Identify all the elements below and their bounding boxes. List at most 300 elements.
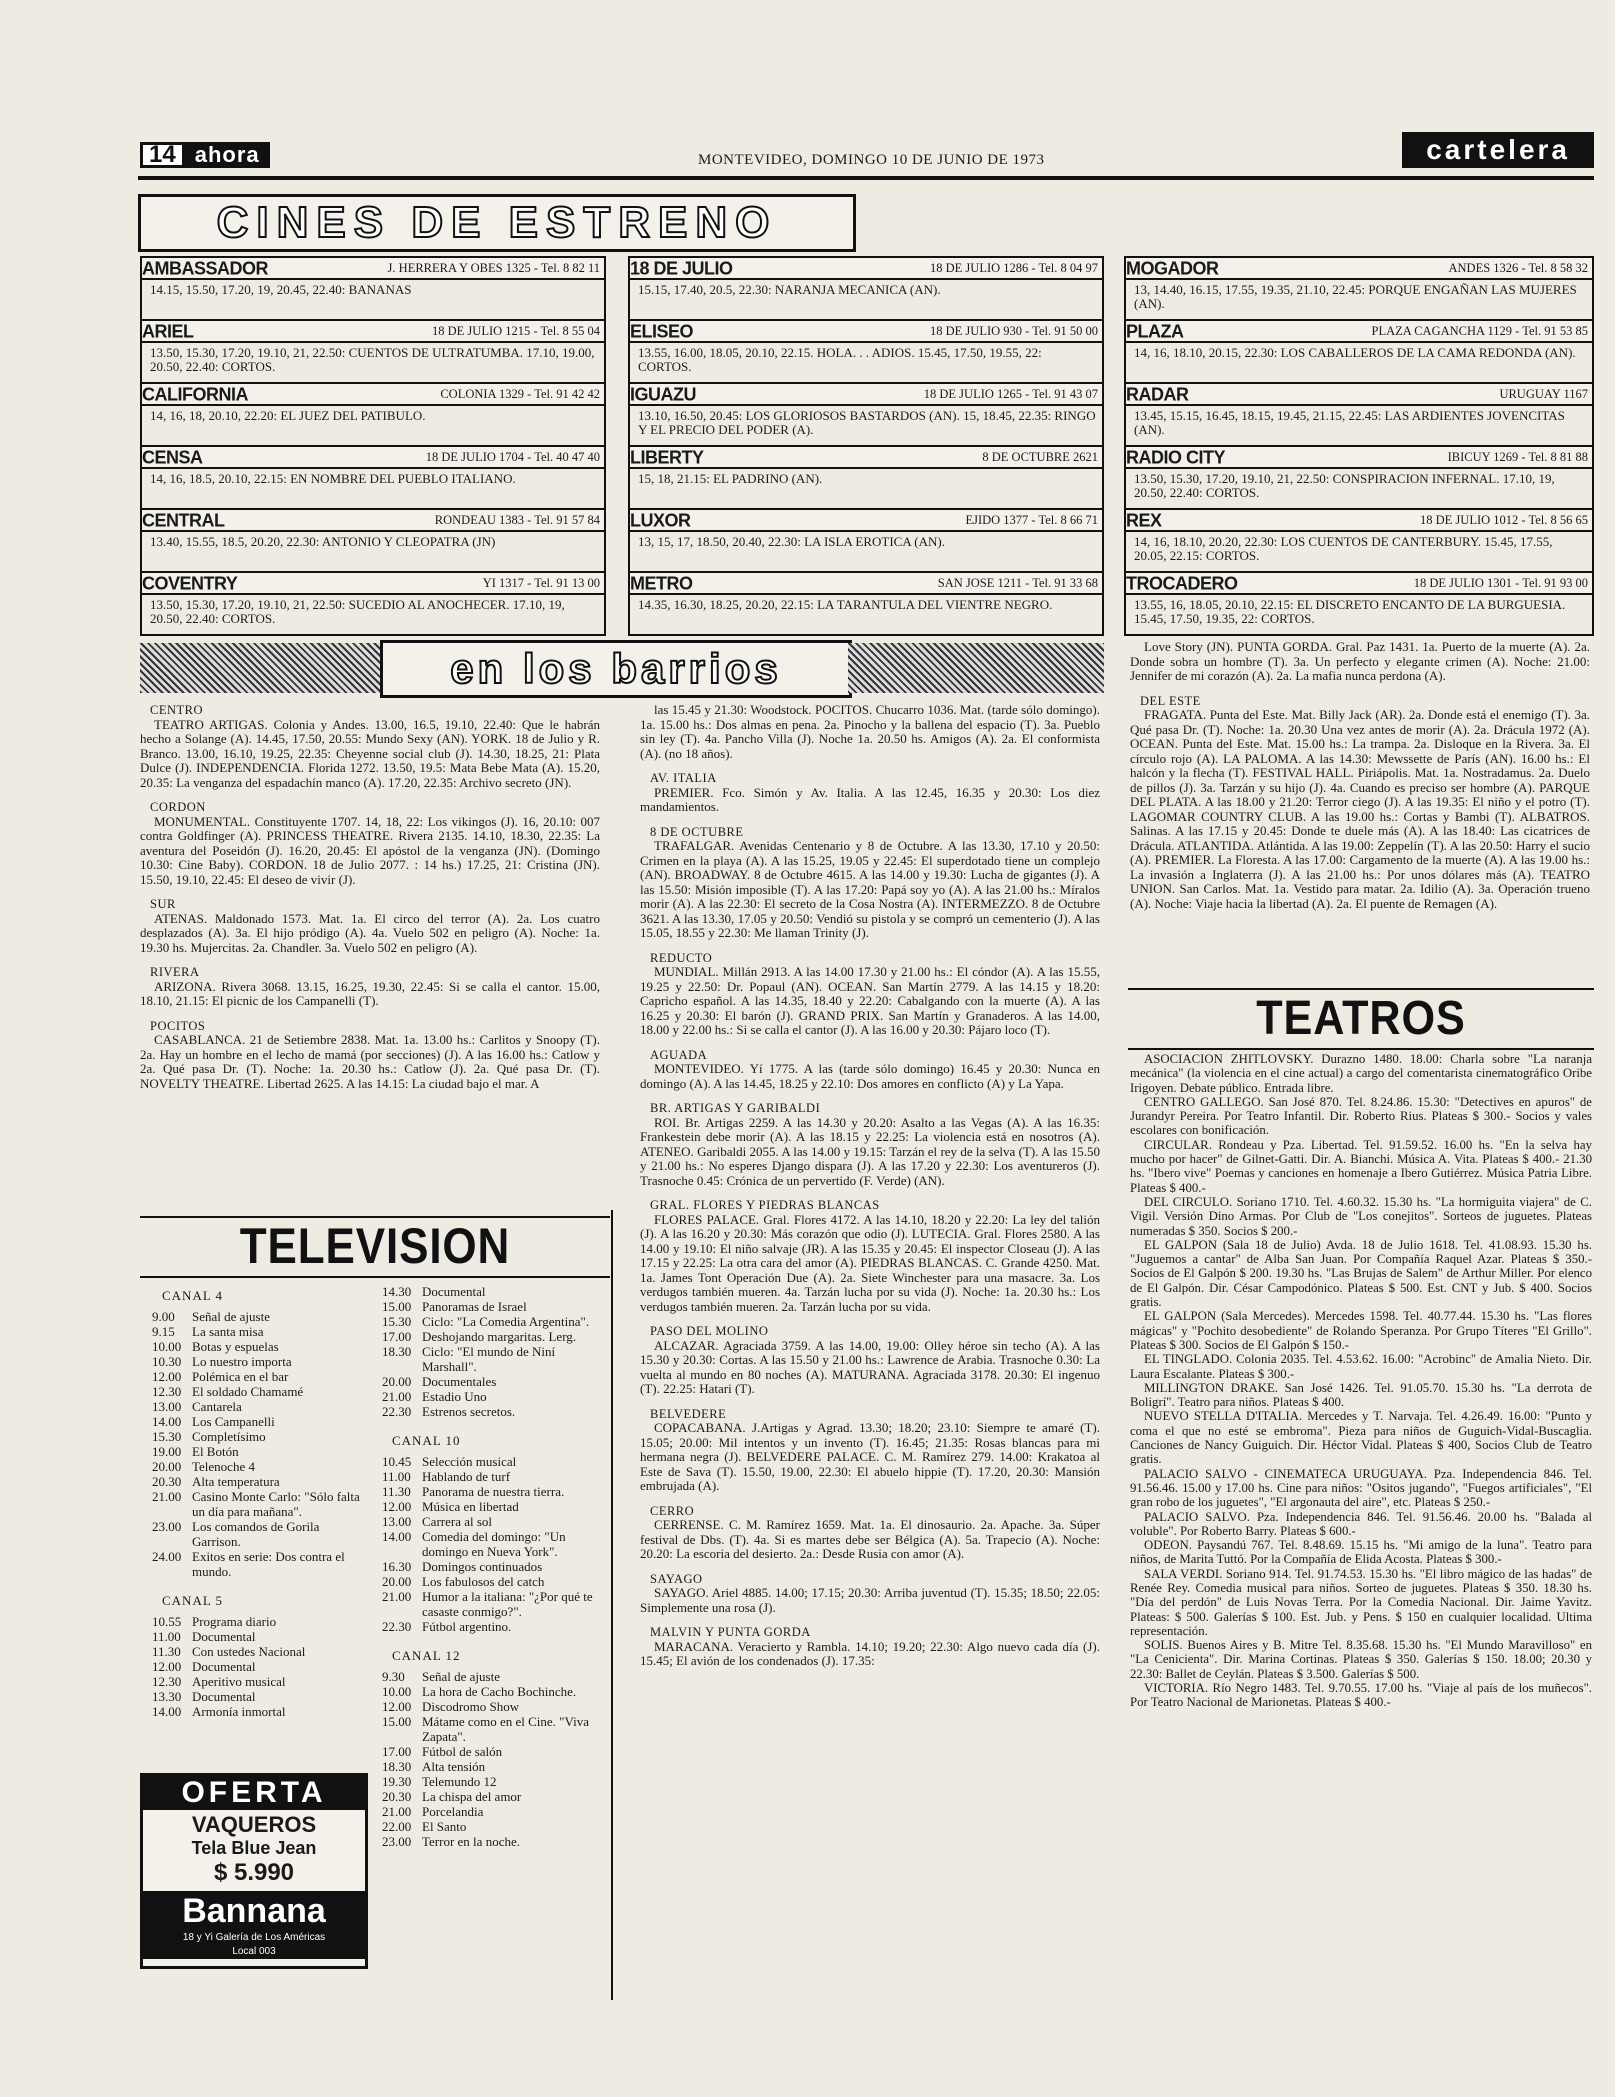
cinema-name: 18 DE JULIO (630, 256, 733, 278)
barrio-listing: SAYAGO. Ariel 4885. 14.00; 17.15; 20.30: Arriba juventud (T). 15.35; 18.50; 22.05: Simplemente una rosa (J). (640, 1585, 1100, 1615)
tv-program: Selección musical (422, 1454, 517, 1469)
cinema-address: URUGUAY 1167 (1499, 386, 1588, 401)
cinema-name: CALIFORNIA (142, 382, 248, 404)
teatro-listing: SOLIS. Buenos Aires y B. Mitre Tel. 8.35.68. 15.30 hs. "El Mundo Maravilloso" en "La Cenicienta". Dir. Marina Cortinas. Plateas $ 350. Galerías $ 150. 18.00; 20.30 y 22.30: Ballet de Ceylán. Plateas $ 3.500. Galerías $ 500. (1130, 1638, 1592, 1681)
tv-program: Casino Monte Carlo: "Sólo falta un día para mañana". (192, 1489, 360, 1519)
cinema-address: 18 DE JULIO 1012 - Tel. 8 56 65 (1420, 512, 1588, 527)
teatro-listing: VICTORIA. Río Negro 1483. Tel. 9.70.55. 17.00 hs. "Viaje al país de los muñecos". Por Teatro Nacional de Marionetas. Plateas $ 400.- (1130, 1681, 1592, 1710)
tv-time: 14.00 (152, 1704, 182, 1719)
teatro-listing: SALA VERDI. Soriano 914. Tel. 91.74.53. 15.30 hs. "El libro mágico de las hadas" de Renée Rey. Comedia musical para niños. Sorteo de juguetes. Plateas $ 350. 18.30 hs. "Día del perdón" de Luis Novas Terra. Por la Comedia Nacional. Dir. Jaime Yavitz. Plateas: $ 500. Galerías $ 100. Est. Jub. y Pens. $ 150 en cualquier localidad. Ultima representación. (1130, 1566, 1592, 1638)
barrio-heading: PASO DEL MOLINO (650, 1324, 769, 1338)
tv-time: 14.00 (382, 1529, 412, 1544)
barrio-listing: ARIZONA. Rivera 3068. 13.15, 16.25, 19.30, 22.45: Si se calla el cantor. 15.00, 18.10, 21.15: El picnic de los Campanelli (T). (140, 978, 600, 1008)
tv-schedule-row (152, 1399, 364, 1414)
tv-time: 9.15 (152, 1324, 175, 1339)
tv-time: 21.00 (382, 1589, 412, 1604)
tv-time: 14.30 (382, 1284, 412, 1299)
tv-time: 18.30 (382, 1759, 412, 1774)
tv-program: Señal de ajuste (422, 1669, 500, 1684)
cinema-address: COLONIA 1329 - Tel. 91 42 42 (440, 386, 600, 401)
tv-time: 12.00 (382, 1499, 412, 1514)
tv-time: 22.30 (382, 1619, 412, 1634)
page-header (138, 134, 1594, 174)
tv-time: 23.00 (382, 1834, 412, 1849)
tv-program: Estrenos secretos. (422, 1404, 516, 1419)
cinema-program: 14.15, 15.50, 17.20, 19, 20.45, 22.40: BANANAS (150, 282, 412, 297)
barrio-heading: CENTRO (150, 703, 203, 717)
tv-schedule-row (382, 1329, 604, 1344)
cinema-program: 14.35, 16.30, 18.25, 20.20, 22.15: LA TARANTULA DEL VIENTRE NEGRO. (638, 597, 1053, 612)
tv-schedule-row (382, 1774, 604, 1789)
tv-title: TELEVISION (239, 1218, 511, 1274)
tv-time: 14.00 (152, 1414, 182, 1429)
tv-schedule-row (382, 1759, 604, 1774)
tv-time: 10.30 (152, 1354, 182, 1369)
tv-schedule-row (382, 1389, 604, 1404)
tv-time: 13.00 (382, 1514, 412, 1529)
tv-schedule-row (382, 1684, 604, 1699)
barrio-listing: Love Story (JN). PUNTA GORDA. Gral. Paz 1431. 1a. Puerto de la muerte (A). 2a. Donde sobra un hombre (T). 3a. Un perfecto y elegante crimen (A). Noche: 21.00: Jennifer de mi corazón (A). 2a. La mafia nunca perdona (A). (1130, 639, 1590, 683)
tv-schedule-row (152, 1459, 364, 1474)
tv-time: 13.30 (152, 1689, 182, 1704)
tv-program: Cantarela (192, 1399, 242, 1414)
tv-time: 20.30 (382, 1789, 412, 1804)
cinema-address: 18 DE JULIO 930 - Tel. 91 50 00 (930, 323, 1098, 338)
tv-time: 9.30 (382, 1669, 405, 1684)
tv-schedule-row (152, 1549, 364, 1579)
cinema-program: 13.50, 15.30, 17.20, 19.10, 21, 22.50: CUENTOS DE ULTRATUMBA. 17.10, 19.00, 20.50, 22.40: CORTOS. (150, 345, 595, 374)
tv-time: 22.30 (382, 1404, 412, 1419)
teatro-listing: EL TINGLADO. Colonia 2035. Tel. 4.53.62. 16.00: "Acrobinc" de Amalia Nieto. Dir. Laura Escalante. Plateas $ 300.- (1130, 1352, 1592, 1381)
cinema-program: 13.10, 16.50, 20.45: LOS GLORIOSOS BASTARDOS (AN). 15, 18.45, 22.35: RINGO Y EL PRECIO DEL PODER (A). (638, 408, 1096, 437)
barrio-listing: COPACABANA. J.Artigas y Agrad. 13.30; 18.20; 23.10: Siempre te amaré (T). 15.05; 20.00: Mil intentos y un invento (T). 16.45; 21.35: Rosas blancas para mi hermana negra (J). BELVEDERE PALACE. C. M. Ramírez 279. 14.00: Krakatoa al Este de Sava (T). 15.50, 19.00, 22.30: El abuelo hippie (T). 17.20, 20.30: Mansión embrujada (A). (640, 1420, 1100, 1493)
tv-schedule-row (382, 1804, 604, 1819)
ad-brand-logo: Bannana (143, 1891, 365, 1931)
teatros-rule-bottom (1128, 1048, 1594, 1050)
cinema-program: 13.40, 15.55, 18.5, 20.20, 22.30: ANTONIO Y CLEOPATRA (JN) (150, 534, 496, 549)
tv-time: 13.00 (152, 1399, 182, 1414)
tv-program: Música en libertad (422, 1499, 519, 1514)
tv-time: 10.45 (382, 1454, 412, 1469)
barrio-heading: GRAL. FLORES Y PIEDRAS BLANCAS (650, 1198, 880, 1212)
cinema-program: 13.45, 15.15, 16.45, 18.15, 19.45, 21.15, 22.45: LAS ARDIENTES JOVENCITAS (AN). (1134, 408, 1565, 437)
tv-program: Humor a la italiana: "¿Por qué te casaste conmigo?". (422, 1589, 593, 1619)
tv-time: 21.00 (382, 1804, 412, 1819)
tv-time: 15.30 (382, 1314, 412, 1329)
tv-time: 11.30 (382, 1484, 411, 1499)
tv-schedule-row (382, 1714, 604, 1744)
section-title: cartelera (1402, 132, 1594, 168)
tv-program: Los Campanelli (192, 1414, 275, 1429)
barrio-listing: TRAFALGAR. Avenidas Centenario y 8 de Octubre. A las 13.30, 17.10 y 20.50: Crimen en la playa (A). A las 15.25, 19.05 y 22.45: El superdotado tiene un complejo (AN). BROADWAY. 8 de Octubre 4615. A las 14.00 y 19.30: Lucha de gigantes (J). A las 15.50: Misión imposible (T). A las 17.20: Papá soy yo (A). A las 21.00 hs.: Míralos morir (A). A las 22.30: El secreto de la Cosa Nostra (A). INTERMEZZO. 8 de Octubre 3621. A las 13.30, 17.05 y 20.50: Vendió su pistola y se compró un cementerio (J). A las 15.05, 18.55 y 22.30: Me llaman Trinity (J). (640, 838, 1100, 940)
cinema-program: 15.15, 17.40, 20.5, 22.30: NARANJA MECANICA (AN). (638, 282, 941, 297)
tv-program: Deshojando margaritas. Lerg. (422, 1329, 577, 1344)
barrio-heading: RIVERA (150, 965, 200, 979)
tv-program: Hablando de turf (422, 1469, 511, 1484)
tv-schedule-row (382, 1284, 604, 1299)
cinema-address: J. HERRERA Y OBES 1325 - Tel. 8 82 11 (387, 260, 600, 275)
tv-schedule-row (152, 1384, 364, 1399)
tv-channel-heading: CANAL 5 (162, 1593, 224, 1608)
tv-time: 20.00 (382, 1374, 412, 1389)
tv-schedule-row (152, 1519, 364, 1549)
tv-schedule-row (152, 1429, 364, 1444)
tv-time: 24.00 (152, 1549, 182, 1564)
cinema-listing (628, 319, 1104, 382)
page-number-block (140, 142, 270, 168)
barrio-heading: AV. ITALIA (650, 771, 717, 785)
cinema-listing (140, 382, 606, 445)
tv-program: Completísimo (192, 1429, 266, 1444)
barrio-heading: CORDON (150, 800, 206, 814)
cinema-program: 14, 16, 18.10, 20.20, 22.30: LOS CUENTOS DE CANTERBURY. 15.45, 17.55, 20.05, 22.15: CORTOS. (1134, 534, 1553, 563)
tv-time: 20.30 (152, 1474, 182, 1489)
tv-program: La santa misa (192, 1324, 264, 1339)
tv-schedule-row (382, 1619, 604, 1634)
barrio-listing: ROI. Br. Artigas 2259. A las 14.30 y 20.20: Asalto a las Vegas (A). A las 16.35: Frankestein debe morir (A). A las 18.15 y 22.25: La violencia está en nosotros (A). ATENEO. Garibaldi 2055. A las 14.00 y 19.15: Tarzán el rey de la selva (T). A las 15.50 y 21.00 hs.: No esperes Django dispara (J). A las 17.20 y 22.30: Los aventureros (J). Trasnoche 0.45: Crónica de un pervertido (F. Verde) (AN). (640, 1114, 1100, 1188)
tv-schedule-row (382, 1499, 604, 1514)
tv-program: Polémica en el bar (192, 1369, 289, 1384)
hatch-right (848, 643, 1104, 693)
teatro-listing: CENTRO GALLEGO. San José 870. Tel. 8.24.86. 15.30: "Detectives en apuros" de Jurandyr Pereira. Por Teatro Infantil. Dir. Roberto Rius. Plateas $ 300.- Socios y vales escolares con bonificación. (1130, 1094, 1592, 1138)
tv-schedule-row (152, 1644, 364, 1659)
tv-rule-bottom (140, 1276, 610, 1278)
tv-schedule-row (382, 1374, 604, 1389)
barrio-listing: MUNDIAL. Millán 2913. A las 14.00 17.30 y 21.00 hs.: El cóndor (A). A las 15.55, 19.25 y 22.50: Dr. Popaul (AN). OCEAN. San Martín 2779. A las 14.15 y 18.20: Capricho español. A las 14.35, 18.40 y 22.20: Cabalgando con la muerte (A). A las 16.25 y 20.30: El barón (J). GRAND PRIX. San Martín y Granaderos. A las 14.00, 18.00 y 22.00 hs.: Si se calla el cantor (J). A las 16.00 y 20.30: Pájaro loco (T). (640, 964, 1100, 1037)
tv-time: 21.00 (152, 1489, 182, 1504)
tv-program: Con ustedes Nacional (192, 1644, 306, 1659)
cinema-address: RONDEAU 1383 - Tel. 91 57 84 (434, 512, 600, 527)
cinema-address: 18 DE JULIO 1704 - Tel. 40 47 40 (425, 449, 600, 464)
tv-program: Aperitivo musical (192, 1674, 286, 1689)
page-number: 14 (140, 142, 185, 168)
cinema-program: 15, 18, 21.15: EL PADRINO (AN). (638, 471, 823, 486)
tv-program: El Botón (192, 1444, 239, 1459)
tv-time: 17.00 (382, 1744, 412, 1759)
tv-time: 17.00 (382, 1329, 412, 1344)
cinema-name: METRO (630, 571, 693, 593)
ad-local: Local 003 (143, 1945, 365, 1959)
barrio-listing: MONTEVIDEO. Yí 1775. A las (tarde sólo domingo) 16.45 y 20.30: Nunca en domingo (A). A las 14.45, 18.25 y 22.10: Dos amores en conflicto (A) y La Yapa. (640, 1061, 1100, 1091)
tv-program: Discodromo Show (422, 1699, 520, 1714)
tv-schedule-row (152, 1354, 364, 1369)
cinema-listing (140, 571, 606, 636)
tv-schedule-row (382, 1789, 604, 1804)
tv-schedule-row (152, 1324, 364, 1339)
cinema-address: IBICUY 1269 - Tel. 8 81 88 (1447, 449, 1588, 464)
tv-program: Programa diario (192, 1614, 277, 1629)
tv-time: 20.00 (382, 1574, 412, 1589)
cinema-address: ANDES 1326 - Tel. 8 58 32 (1448, 260, 1588, 275)
cines-column-2 (628, 256, 1104, 636)
tv-schedule-row (382, 1559, 604, 1574)
tv-schedule-row (152, 1339, 364, 1354)
tv-time: 12.00 (382, 1699, 412, 1714)
teatro-listing: MILLINGTON DRAKE. San José 1426. Tel. 91.05.70. 15.30 hs. "La derrota de Boligrí". Teatro para niños. Plateas $ 400. (1130, 1380, 1592, 1410)
tv-program: Mátame como en el Cine. "Viva Zapata". (422, 1714, 589, 1744)
tv-schedule-row (382, 1469, 604, 1484)
tv-time: 15.30 (152, 1429, 182, 1444)
tv-schedule-row (152, 1629, 364, 1644)
tv-program: Ciclo: "El mundo de Niní Marshall". (422, 1344, 556, 1374)
cinema-listing (1124, 319, 1594, 382)
cinema-listing (628, 508, 1104, 571)
cinema-address: 18 DE JULIO 1215 - Tel. 8 55 04 (432, 323, 600, 338)
tv-time: 10.00 (152, 1339, 182, 1354)
cinema-program: 13.50, 15.30, 17.20, 19.10, 21, 22.50: SUCEDIO AL ANOCHECER. 17.10, 19, 20.50, 22.40: CORTOS. (150, 597, 565, 626)
cinema-listing (628, 571, 1104, 636)
tv-channel-heading: CANAL 4 (162, 1288, 224, 1303)
tv-time: 10.00 (382, 1684, 412, 1699)
barrio-listing: MARACANA. Veracierto y Rambla. 14.10; 19.20; 22.30: Algo nuevo cada día (J). 15.45; El avión de los condenados (J). 17.35: (640, 1638, 1100, 1668)
tv-schedule-row (382, 1344, 604, 1374)
teatros-title: TEATROS (1256, 991, 1466, 1045)
cinema-program: 14, 16, 18.10, 20.15, 22.30: LOS CABALLEROS DE LA CAMA REDONDA (AN). (1134, 345, 1576, 360)
tv-channel-heading: CANAL 12 (392, 1648, 461, 1663)
tv-schedule-row (382, 1819, 604, 1834)
tv-time: 19.00 (152, 1444, 182, 1459)
tv-program: Los comandos de Gorila Garrison. (192, 1519, 320, 1549)
tv-program: Telemundo 12 (422, 1774, 497, 1789)
tv-schedule-row (152, 1414, 364, 1429)
tv-program: Carrera al sol (422, 1514, 493, 1529)
tv-program: Documental (192, 1659, 256, 1674)
cinema-name: CENSA (142, 445, 203, 467)
cinema-listing (1124, 571, 1594, 636)
tv-time: 12.30 (152, 1384, 182, 1399)
tv-schedule-row (152, 1659, 364, 1674)
cines-title-box (138, 194, 856, 252)
cinema-program: 13, 14.40, 16.15, 17.55, 19.35, 21.10, 22.45: PORQUE ENGAÑAN LAS MUJERES (AN). (1134, 282, 1577, 311)
tv-program: Panorama de nuestra tierra. (422, 1484, 565, 1499)
cinema-listing (628, 445, 1104, 508)
barrio-heading: AGUADA (650, 1047, 708, 1062)
tv-schedule-row (382, 1574, 604, 1589)
cinema-address: 18 DE JULIO 1301 - Tel. 91 93 00 (1413, 575, 1588, 590)
tv-program: La chispa del amor (422, 1789, 522, 1804)
tv-schedule-row (152, 1689, 364, 1704)
tv-schedule-row (382, 1699, 604, 1714)
tv-schedule-row (382, 1669, 604, 1684)
tv-program: Alta tensión (422, 1759, 486, 1774)
tv-schedule-row (382, 1299, 604, 1314)
cinema-program: 14, 16, 18.5, 20.10, 22.15: EN NOMBRE DEL PUEBLO ITALIANO. (150, 471, 516, 486)
tv-program: Panoramas de Israel (422, 1299, 527, 1314)
barrio-heading: SAYAGO (650, 1571, 703, 1586)
barrio-heading: BELVEDERE (650, 1406, 727, 1421)
cinema-listing (1124, 508, 1594, 571)
tv-schedule-row (152, 1674, 364, 1689)
tv-program: Fútbol argentino. (422, 1619, 512, 1634)
ad-oferta: OFERTA (143, 1776, 365, 1810)
tv-time: 19.30 (382, 1774, 412, 1789)
newspaper-brand: ahora (185, 142, 270, 168)
barrio-listing: las 15.45 y 21.30: Woodstock. POCITOS. Chucarro 1036. Mat. (tarde sólo domingo). 1a. 15.00 hs.: Dos almas en pena. 2a. Pinocho y la ballena del espacio (T). 3a. Pueblo sin ley (T). 4a. Pancho Villa (J). Noche 1a. 20.50 hs. Amigos (A). 2a. El conformista (A). (no 18 años). (640, 702, 1100, 761)
tv-schedule-row (152, 1614, 364, 1629)
tv-time: 22.00 (382, 1819, 412, 1834)
barrios-title: en los barrios (450, 645, 782, 692)
tv-program: Documental (192, 1629, 256, 1644)
tv-program: Documental (422, 1284, 486, 1299)
teatro-listing: PALACIO SALVO - CINEMATECA URUGUAYA. Pza. Independencia 846. Tel. 91.56.46. 15.00 y 17.00 hs. Cine para niños: "Ositos jugando", "Fuegos artificiales", "El gran robo de los juguetes", "El argonauta del aire", etc. Plateas $ 250.- (1130, 1466, 1592, 1510)
cinema-name: REX (1126, 508, 1162, 530)
barrios-column-2 (640, 703, 1100, 1669)
tv-program: Documentales (422, 1374, 497, 1389)
tv-time: 12.00 (152, 1369, 182, 1384)
cinema-name: MOGADOR (1126, 256, 1219, 278)
teatro-listing: EL GALPON (Sala Mercedes). Mercedes 1598. Tel. 40.77.44. 15.30 hs. "Las flores mágicas" y "Pochito desobediente" de Rolando Speranza. Por Grupo Títeres "El Grillo". Plateas $ 300. Socios de El Galpón $ 150.- (1130, 1309, 1592, 1352)
barrio-listing: FRAGATA. Punta del Este. Mat. Billy Jack (AR). 2a. Donde está el enemigo (T). 3a. Qué pasa Dr. (T). Noche: 1a. 20.30 Una vez antes de morir (A). 2a. Drácula 1972 (A). OCEAN. Punta del Este. Mat. 15.00 hs.: La trampa. 2a. Disloque en la Rivera. 3a. El círculo rojo (A). LA PALOMA. A las 14.30: Mewssette de París (AN). 16.00 hs.: El halcón y la flecha (T). FESTIVAL HALL. Piriápolis. Mat. 1a. Nostradamus. 2a. Duelo de pillos (J). 3a. Tarzán y su hijo (J). 4a. Cuando es preciso ser hombre (A). PARQUE DEL PLATA. A las 18.00 y 21.20: Terror ciego (J). A las 19.35: El niño y el potro (T). LAGOMAR COUNTRY CLUB. A las 19.00 hs.: Cortas y Bambi (T). ALBATROS. Salinas. A las 17.15 y 20.45: Donde te duele más (A). A las 18.40: Las cicatrices de Drácula. ATLANTIDA. Atlántida. A las 19.00: Zeppelín (T). A las 20.50: Harry el sucio (A). PREMIER. La Floresta. A las 17.00: Cargamento de la muerte (A). A las 19.00 hs.: La invasión a Inglaterra (J). A las 21.00 hs.: Por unos dólares más (A). TEATRO UNION. San Carlos. Mat. 1a. Vestido para matar. 2a. Idilio (A). 3a. Operación trueno (A). Noche: Viaje hacia la libertad (A). 2a. El puente de Remagen (A). (1130, 707, 1590, 911)
tv-time: 9.00 (152, 1309, 175, 1324)
tv-program: Los fabulosos del catch (422, 1574, 545, 1589)
ad-address: 18 y Yi Galería de Los Américas (143, 1931, 365, 1945)
cinema-name: LUXOR (630, 508, 691, 530)
cinema-program: 13.55, 16, 18.05, 20.10, 22.15: EL DISCRETO ENCANTO DE LA BURGUESIA. 15.45, 17.50, 19.35, 22: CORTOS. (1134, 597, 1566, 626)
cinema-listing (140, 256, 606, 319)
tv-program: Porcelandia (422, 1804, 484, 1819)
tv-time: 20.00 (152, 1459, 182, 1474)
tv-time: 11.30 (152, 1644, 181, 1659)
cinema-listing (1124, 382, 1594, 445)
bannana-advert (140, 1773, 368, 1969)
tv-schedule-row (382, 1514, 604, 1529)
tv-schedule-row (152, 1444, 364, 1459)
tv-time: 16.30 (382, 1559, 412, 1574)
cinema-name: TROCADERO (1126, 571, 1238, 593)
barrio-listing: PREMIER. Fco. Simón y Av. Italia. A las 12.45, 16.35 y 20.30: Los diez mandamientos. (640, 784, 1100, 814)
barrio-heading: SUR (150, 897, 176, 911)
barrio-listing: ALCAZAR. Agraciada 3759. A las 14.00, 19.00: Olley héroe sin techo (A). A las 15.30 y 20.30: Cortas. A las 15.50 y 21.00 hs.: Lawrence de Arabia. Trasnoche 0.30: La vuelta al mundo en 80 noches (A). MATURANA. Agraciada 3178. 20.30: El ingenuo (T). 22.25: Hatari (T). (640, 1337, 1100, 1396)
cinema-listing (1124, 445, 1594, 508)
tv-time: 10.55 (152, 1614, 182, 1629)
cinema-listing (1124, 256, 1594, 319)
tv-schedule-row (382, 1529, 604, 1559)
tv-program: Exitos en serie: Dos contra el mundo. (192, 1549, 345, 1579)
tv-spacer (152, 1579, 364, 1587)
cinema-address: YI 1317 - Tel. 91 13 00 (482, 575, 600, 590)
cinema-name: ELISEO (630, 319, 694, 341)
tv-time: 11.00 (152, 1629, 181, 1644)
tv-program: Ciclo: "La Comedia Argentina". (422, 1314, 590, 1329)
header-rule (138, 176, 1594, 180)
cinema-listing (140, 445, 606, 508)
tv-schedule-row (382, 1454, 604, 1469)
cinema-listing (628, 256, 1104, 319)
tv-program: Documental (192, 1689, 256, 1704)
tv-time: 21.00 (382, 1389, 412, 1404)
tv-schedule-row (382, 1484, 604, 1499)
barrio-listing: CERRENSE. C. M. Ramírez 1659. Mat. 1a. El dinosaurio. 2a. Apache. 3a. Súper festival de Dbs. (T). 4a. Si es martes debe ser Bélgica (A). 5a. Trapecio (A). Noche: 20.20: La escoria del desierto. 2a.: Desde Rusia con amor (A). (640, 1517, 1100, 1561)
tv-program: Telenoche 4 (192, 1459, 255, 1474)
cinema-program: 14, 16, 18, 20.10, 22.20: EL JUEZ DEL PATIBULO. (150, 408, 426, 423)
tv-column-2 (382, 1284, 604, 1849)
barrio-listing: FLORES PALACE. Gral. Flores 4172. A las 14.10, 18.20 y 22.20: La ley del talión (J). A las 16.20 y 20.30: Más corazón que odio (J). LUTECIA. Gral. Flores 2580. A las 14.00 y 19.10: El niño salvaje (JR). A las 15.35 y 20.45: El inspector Closeau (J). A las 17.15 y 22.25: La otra cara del amor (A). PIEDRAS BLANCAS. C. Grande 4250. Mat. 1a. James Tont Operación Due (A). 2a. Siete Winchester para una masacre. 3a. Los verdugos también mueren. 4a. Tarzán lucha por su vida (J). Noche: 1a. 20.30 hs.: Los verdugos también mueren. 2a. Tarzán lucha por su vida. (640, 1211, 1100, 1314)
tv-time: 23.00 (152, 1519, 182, 1534)
tv-time: 15.00 (382, 1714, 412, 1729)
cinema-address: EJIDO 1377 - Tel. 8 66 71 (965, 512, 1098, 527)
tv-program: Armonía inmortal (192, 1704, 286, 1719)
teatro-listing: EL GALPON (Sala 18 de Julio) Avda. 18 de Julio 1618. Tel. 41.08.93. 15.30 hs. "Juguemos a cantar" de Alba San Juan. Por Compañía Raquel Azar. Plateas $ 350.- Socios de El Galpón $ 200. 19.30 hs. "Las Brujas de Salem" de Arthur Miller. Por elenco de El Galpón. Dir. César Campodónico. Plateas $ 500. Est. CNT y Jub. $ 400. Socios gratis. (1130, 1237, 1592, 1310)
barrio-listing: CASABLANCA. 21 de Setiembre 2838. Mat. 1a. 13.00 hs.: Carlitos y Snoopy (T). 2a. Hay un hombre en el lecho de mamá (por secciones) (J). A las 16.00 hs.: Catlow y 2a. Qué pasa Dr. (T). Noche: 1a. 20.30 hs.: Catlow (J). 2a. Qué pasa Dr. (T). NOVELTY THEATRE. Libertad 2625. A las 14.15: La ciudad bajo el mar. A (140, 1032, 600, 1091)
cinema-name: ARIEL (142, 319, 194, 341)
ad-price: $ 5.990 (213, 1859, 295, 1886)
barrio-listing: TEATRO ARTIGAS. Colonia y Andes. 13.00, 16.5, 19.10, 22.40: Que le habrán hecho a Solange (A). 14.45, 17.50, 20.55: Mundo Sexy (AN). YORK. 18 de Julio y R. Branco. 13.00, 16.10, 19.25, 22.35: Cheyenne social club (J). 14.30, 18.25, 21: Plata Dulce (J). INDEPENDENCIA. Florida 1272. 13.50, 19.5: Mata Bebe Mata (A). 15.20, 20.35: La venganza del espadachín manco (A). 17.20, 22.35: Archivo secreto (JN). (140, 716, 600, 790)
cinema-name: RADAR (1126, 382, 1189, 404)
ad-vaqueros: VAQUEROS (191, 1812, 317, 1837)
hatch-left (140, 643, 380, 693)
barrios-title-box (380, 640, 852, 698)
barrio-heading: POCITOS (150, 1018, 206, 1033)
tv-program: Estadio Uno (422, 1389, 487, 1404)
tv-time: 11.00 (382, 1469, 411, 1484)
cinema-name: COVENTRY (142, 571, 238, 593)
tv-schedule-row (152, 1704, 364, 1719)
barrios-column-1 (140, 703, 600, 1091)
tv-schedule-row (152, 1309, 364, 1324)
cinema-address: 18 DE JULIO 1286 - Tel. 8 04 97 (930, 260, 1098, 275)
tv-program: El Santo (422, 1819, 467, 1834)
cinema-name: RADIO CITY (1126, 445, 1226, 467)
tv-program: El soldado Chamamé (192, 1384, 304, 1399)
barrio-heading: DEL ESTE (1140, 693, 1201, 708)
tv-program: Señal de ajuste (192, 1309, 270, 1324)
cinema-name: AMBASSADOR (142, 256, 269, 278)
cinema-name: IGUAZU (630, 382, 696, 404)
tv-schedule-row (382, 1404, 604, 1419)
teatros-column (1130, 1052, 1592, 1710)
cinema-name: PLAZA (1126, 319, 1184, 341)
tv-program: Lo nuestro importa (192, 1354, 292, 1369)
tv-program: Terror en la noche. (422, 1834, 520, 1849)
barrio-heading: CERRO (650, 1503, 695, 1518)
cinema-address: 8 DE OCTUBRE 2621 (982, 449, 1098, 464)
cinema-program: 13, 15, 17, 18.50, 20.40, 22.30: LA ISLA EROTICA (AN). (638, 534, 945, 549)
cines-column-1 (140, 256, 606, 636)
barrio-heading: REDUCTO (650, 950, 713, 965)
tv-schedule-row (152, 1474, 364, 1489)
tv-program: Botas y espuelas (192, 1339, 279, 1354)
teatro-listing: DEL CIRCULO. Soriano 1710. Tel. 4.60.32. 15.30 hs. "La hormiguita viajera" de C. Vigil. Versión Dino Armas. Por Club de "Los conejitos". Sorteos de juguetes. Plateas numeradas $ 350. Socios $ 200.- (1130, 1194, 1592, 1238)
barrio-listing: ATENAS. Maldonado 1573. Mat. 1a. El circo del terror (A). 2a. Los cuatro desplazados (A). 3a. El hijo pródigo (A). 4a. Vuelo 502 en peligro (A). Noche: 1a. 19.30 hs. Mujercitas. 2a. Chandler. 3a. Vuelo 502 en peligro (A). (140, 910, 600, 955)
tv-schedule-row (382, 1589, 604, 1619)
cinema-listing (628, 382, 1104, 445)
dateline: MONTEVIDEO, DOMINGO 10 DE JUNIO DE 1973 (698, 152, 1045, 168)
cinema-name: CENTRAL (142, 508, 225, 530)
tv-time: 12.00 (152, 1659, 182, 1674)
tv-schedule-row (382, 1314, 604, 1329)
cinema-program: 13.50, 15.30, 17.20, 19.10, 21, 22.50: CONSPIRACION INFERNAL. 17.10, 19, 20.50, 22.40: CORTOS. (1134, 471, 1555, 500)
barrio-heading: BR. ARTIGAS Y GARIBALDI (650, 1101, 821, 1115)
tv-program: La hora de Cacho Bochinche. (422, 1684, 577, 1699)
tv-time: 12.30 (152, 1674, 182, 1689)
tv-schedule-row (382, 1744, 604, 1759)
teatro-listing: ODEON. Paysandú 767. Tel. 8.48.69. 15.15 hs. "Mi amigo de la luna". Teatro para niños, de Marita Tuttó. Por la Compañía de Elida Acosta. Plateas $ 300.- (1130, 1538, 1592, 1567)
barrios-column-3 (1130, 640, 1590, 911)
teatro-listing: PALACIO SALVO. Pza. Independencia 846. Tel. 91.56.46. 20.00 hs. "Balada al voluble". Por Roberto Barry. Plateas $ 600.- (1130, 1509, 1592, 1538)
column-divider (611, 1210, 613, 2000)
cinema-address: SAN JOSE 1211 - Tel. 91 33 68 (937, 575, 1098, 590)
tv-schedule-row (382, 1834, 604, 1849)
tv-program: Domingos continuados (422, 1559, 543, 1574)
tv-program: Fútbol de salón (422, 1744, 503, 1759)
teatro-listing: CIRCULAR. Rondeau y Pza. Libertad. Tel. 91.59.52. 16.00 hs. "En la selva hay mucho por hacer" de Gilnet-Gatti. Dir. A. Bianchi. Música A. Vita. Plateas $ 400.- 21.30 hs. "Ibero vive" Poemas y canciones en homenaje a Ibero Gutiérrez. Música Patria Libre. Plateas $ 400.- (1130, 1137, 1592, 1195)
cines-column-3 (1124, 256, 1594, 636)
teatro-listing: NUEVO STELLA D'ITALIA. Mercedes y T. Narvaja. Tel. 4.26.49. 16.00: "Punto y coma el que no esté se embroma". Pieza para niños de Guguich-Vidal-Buscaglia. Canciones de Nancy Guiguich. Dir. Héctor Vidal. Plateas $ 400, Socios Club de Teatro gratis. (1130, 1409, 1592, 1467)
tv-program: Comedia del domingo: "Un domingo en Nueva York". (422, 1529, 566, 1559)
tv-spacer (382, 1419, 604, 1427)
tv-schedule-row (152, 1369, 364, 1384)
teatro-listing: ASOCIACION ZHITLOVSKY. Durazno 1480. 18.00: Charla sobre "La naranja mecánica" (la violencia en el cine actual) a cargo del comentarista cinematográfico Oribe Irigoyen. Debate público. Entrada libre. (1130, 1052, 1592, 1095)
